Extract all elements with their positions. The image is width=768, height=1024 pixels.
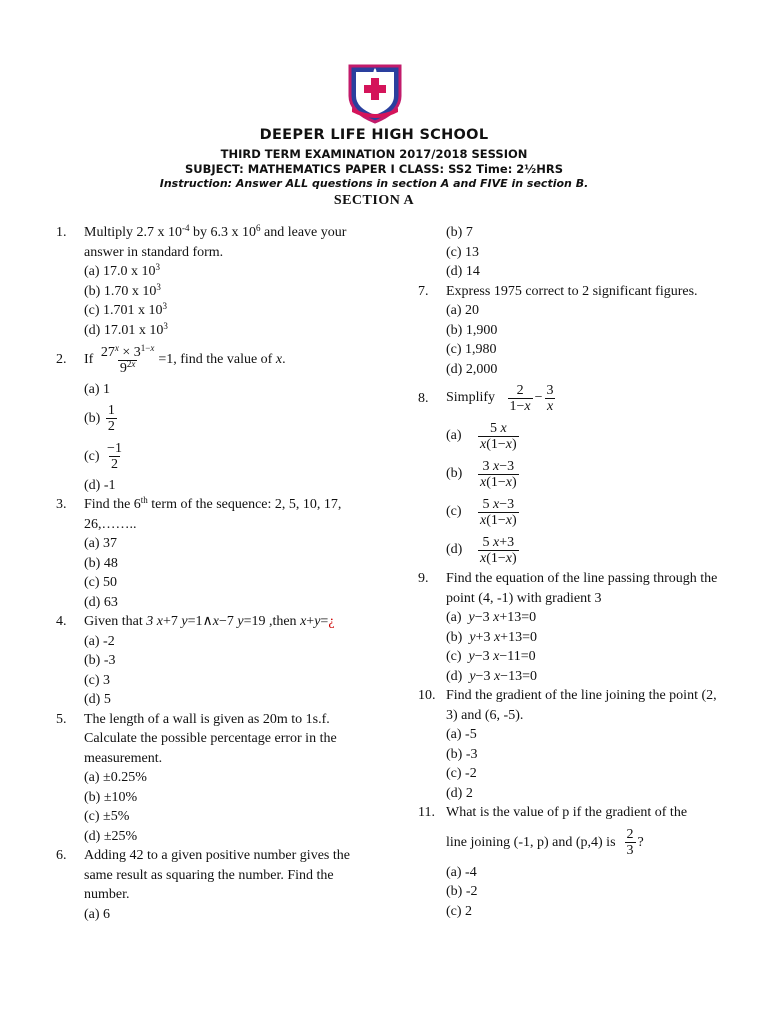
option: (d) $\frac{5 x+3}{x(1-x)}$	[446, 534, 517, 566]
question-10: 10. Find the gradient of the line joining the point (2, 3) and (6, -5).	[418, 688, 717, 723]
option: (a) -4	[446, 864, 477, 880]
option: (d) 2,000	[446, 361, 498, 377]
option: (b) $\frac{1}{2}$	[84, 403, 115, 434]
option: (b) ±10%	[84, 789, 138, 805]
option: (b) 1.70 x $10^3$	[84, 281, 161, 299]
option: (d) 5	[84, 692, 111, 707]
option: (c) $\frac{5 x-3}{x(1-x)}$	[446, 496, 517, 528]
question-9: 9. Find the equation of the line passing through the point (4, -1) with gradient 3	[418, 571, 718, 606]
option: (d) y−3 x−13=0	[446, 668, 537, 684]
option: (b) 7	[446, 225, 473, 240]
option: (c) ±5%	[84, 809, 130, 824]
question-1: 1. Multiply 2.7 x $10^{-4}$ by 6.3 x $10^6$ and leave your answer in standard form.	[56, 223, 347, 260]
option: (c) 3	[84, 672, 111, 688]
option: (c) -2	[446, 766, 477, 781]
school-name: DEEPER LIFE HIGH SCHOOL	[259, 127, 489, 143]
option: (b) -3	[84, 653, 116, 668]
question-4: 4. Given that 3 x+7 y=1∧x−7 y=19 ,then x+y=¿	[56, 614, 335, 629]
question-11-line2: line joining (-1, p) and (p,4) is $\frac{2}{3}$ ?	[446, 827, 644, 858]
exam-session: THIRD TERM EXAMINATION 2017/2018 SESSION	[220, 147, 528, 161]
question-11: 11. What is the value of p if the gradient of the	[418, 805, 688, 820]
section-title: SECTION A	[333, 193, 415, 208]
option: (a) 17.0 x $10^3$	[84, 262, 161, 279]
option: (d) 14	[446, 264, 480, 279]
question-6: 6. Adding 42 to a given positive number gives the same result as squaring the number. Find the number.	[56, 848, 350, 902]
option: (b) -3	[446, 746, 478, 762]
question-3: 3. Find the 6th term of the sequence: 2, 5, 10, 17, 26,……..	[56, 495, 342, 532]
instruction: Instruction: Answer ALL questions in section A and FIVE in section B.	[159, 177, 589, 190]
option: (a) 20	[446, 303, 480, 318]
option: (c) y−3 x−11=0	[446, 649, 536, 664]
option: (d) 17.01 x $10^3$	[84, 320, 168, 338]
option: (b) 1,900	[446, 322, 498, 338]
option: (c) 50	[84, 575, 118, 590]
left-column	[56, 223, 356, 924]
question-7: 7. Express 1975 correct to 2 significant figures.	[418, 283, 698, 299]
question-2: 2. If $\frac{27^x \times 3^{1-x}}{9^{2x}}$ =1, find the value of x.	[56, 342, 286, 376]
subject-line: SUBJECT: MATHEMATICS PAPER I CLASS: SS2 Time: 2½HRS	[185, 162, 563, 176]
option: (c) 2	[446, 903, 473, 919]
option: (c) $\frac{-1}{2}$	[84, 441, 122, 472]
option: (b) $\frac{3 x-3}{x(1-x)}$	[446, 458, 517, 490]
option: (c) 1.701 x $10^3$	[84, 301, 168, 318]
option: (a) 37	[84, 536, 118, 551]
question-5: 5. The length of a wall is given as 20m to 1s.f. Calculate the possible percentage error in the measurement.	[56, 711, 337, 766]
option: (a) y−3 x+13=0	[446, 610, 537, 625]
option: (c) 13	[446, 244, 480, 260]
option: (c) 1,980	[446, 342, 497, 357]
school-logo	[346, 62, 404, 124]
option: (a) 6	[84, 906, 111, 922]
option: (d) 2	[446, 785, 473, 801]
right-column	[418, 223, 718, 921]
option: (b) y+3 x+13=0	[446, 629, 537, 645]
option: (d) ±25%	[84, 828, 138, 844]
option: (a) $\frac{5 x}{x(1-x)}$	[446, 420, 517, 452]
option: (a) -2	[84, 633, 115, 649]
option: (d) -1	[84, 477, 116, 493]
option: (b) -2	[446, 884, 478, 899]
question-8: 8. Simplify $\frac{2}{1-x}$ − $\frac{3}{x}$	[418, 382, 554, 414]
option: (b) 48	[84, 555, 118, 571]
option: (a) 1	[84, 382, 111, 397]
option: (a) -5	[446, 727, 477, 742]
option: (d) 63	[84, 594, 118, 610]
option: (a) ±0.25%	[84, 770, 147, 785]
